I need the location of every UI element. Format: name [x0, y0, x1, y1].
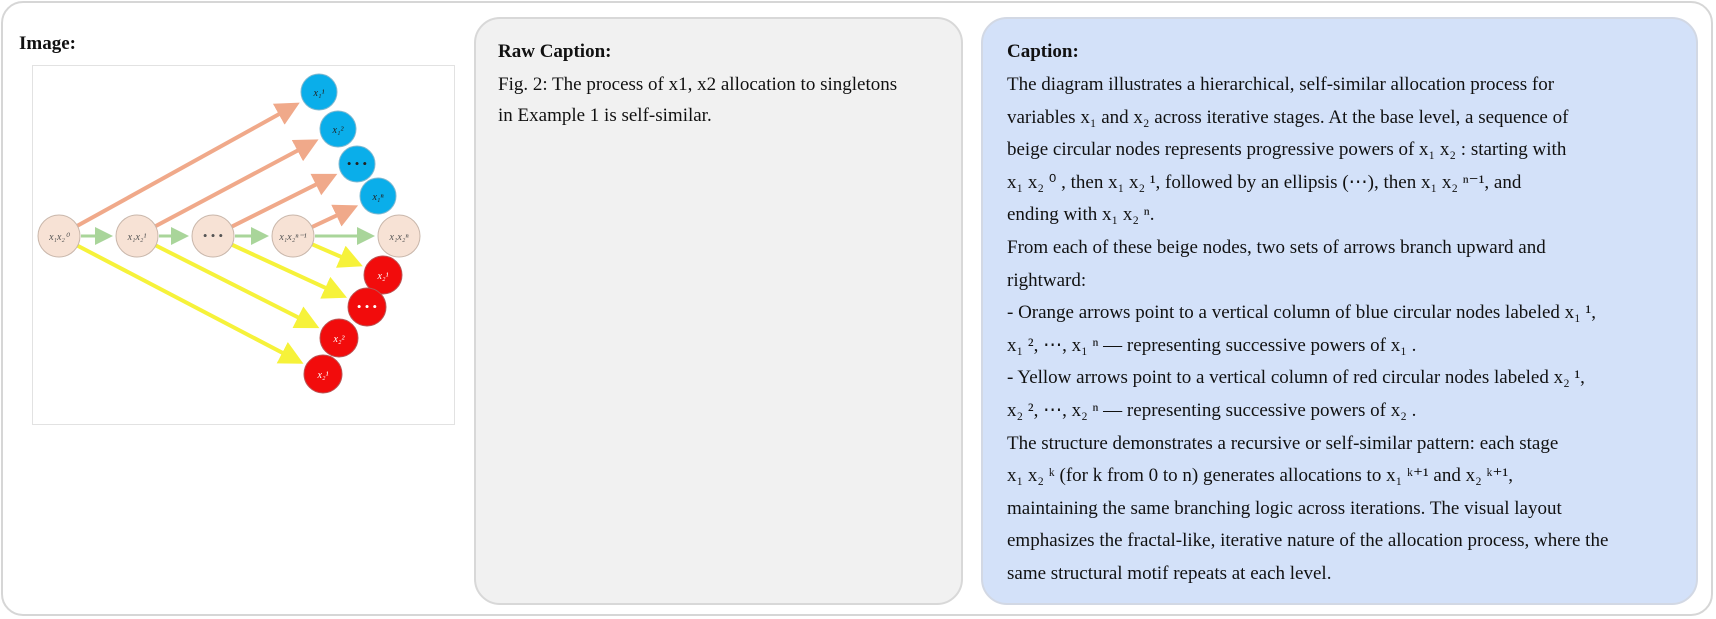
caption-panel	[981, 17, 1698, 605]
beige-node-label: x₁x₂¹	[127, 232, 147, 243]
beige-node-label: x₁x₂ⁿ⁻¹	[279, 232, 307, 243]
caption-line: x₁ x₂ ᵏ (for k from 0 to n) generates allocations to x₁ ᵏ⁺¹ and x₂ ᵏ⁺¹,	[1007, 465, 1513, 487]
caption-heading: Caption:	[1007, 41, 1079, 62]
red-node-label: x₂¹	[377, 271, 389, 282]
red-node	[320, 319, 358, 357]
caption-line: same structural motif repeats at each level.	[1007, 562, 1332, 584]
beige-node	[378, 215, 420, 257]
blue-node	[301, 74, 337, 110]
yellow-arrow	[311, 244, 355, 263]
beige-node	[192, 215, 234, 257]
figure-image	[32, 65, 455, 425]
orange-arrow	[155, 143, 312, 227]
caption-line: x₁ ², ⋯, x₁ ⁿ — representing successive powers of x₁ .	[1007, 334, 1417, 356]
red-node-label: • • •	[356, 299, 378, 314]
beige-node	[272, 215, 314, 257]
raw-caption-panel	[474, 17, 963, 605]
caption-line: ending with x₁ x₂ ⁿ.	[1007, 204, 1155, 226]
caption-body	[1007, 69, 1672, 591]
caption-line: - Orange arrows point to a vertical column of blue circular nodes labeled x₁ ¹,	[1007, 302, 1596, 324]
blue-node	[339, 146, 375, 182]
caption-line: variables x₁ and x₂ across iterative stages. At the base level, a sequence of	[1007, 106, 1569, 128]
beige-node-label: x₁x₂ⁿ	[389, 232, 409, 243]
red-node-label: x₂¹	[317, 370, 329, 381]
blue-node	[320, 111, 356, 147]
caption-line: - Yellow arrows point to a vertical column of red circular nodes labeled x₂ ¹,	[1007, 367, 1585, 389]
raw-caption-line: Fig. 2: The process of x1, x2 allocation to singletons	[498, 74, 898, 95]
caption-line: emphasizes the fractal-like, iterative nature of the allocation process, where the	[1007, 530, 1609, 552]
caption-line: x₂ ², ⋯, x₂ ⁿ — representing successive powers of x₂ .	[1007, 399, 1417, 421]
caption-line: beige circular nodes represents progressive powers of x₁ x₂ : starting with	[1007, 139, 1567, 161]
blue-node-label: x₁ⁿ	[372, 192, 384, 203]
caption-line: The structure demonstrates a recursive or self-similar pattern: each stage	[1007, 432, 1559, 454]
raw-caption-text	[498, 69, 939, 131]
raw-caption-line: in Example 1 is self-similar.	[498, 105, 712, 126]
blue-node	[360, 178, 396, 214]
beige-node-label: x₁x₂⁰	[49, 232, 69, 243]
blue-node-label: • • •	[346, 156, 368, 171]
allocation-diagram	[33, 66, 456, 426]
caption-line: maintaining the same branching logic across iterations. The visual layout	[1007, 497, 1562, 519]
raw-caption-heading: Raw Caption:	[498, 41, 612, 62]
beige-node	[38, 215, 80, 257]
image-panel	[17, 33, 457, 433]
caption-line: From each of these beige nodes, two sets of arrows branch upward and	[1007, 236, 1546, 258]
blue-node-label: x₁²	[332, 125, 344, 136]
caption-line: x₁ x₂ ⁰ , then x₁ x₂ ¹, followed by an ellipsis (⋯), then x₁ x₂ ⁿ⁻¹, and	[1007, 171, 1522, 193]
red-node	[304, 355, 342, 393]
beige-node	[116, 215, 158, 257]
orange-arrow	[311, 209, 351, 228]
red-node-label: x₂²	[333, 334, 345, 345]
orange-arrow	[76, 107, 292, 227]
card-frame	[1, 1, 1713, 616]
red-node	[348, 288, 386, 326]
caption-line: The diagram illustrates a hierarchical, self-similar allocation process for	[1007, 74, 1555, 95]
caption-line: rightward:	[1007, 269, 1087, 291]
image-heading: Image:	[19, 33, 76, 54]
blue-node-label: x₁¹	[313, 88, 325, 99]
beige-node-label: • • •	[202, 228, 224, 243]
